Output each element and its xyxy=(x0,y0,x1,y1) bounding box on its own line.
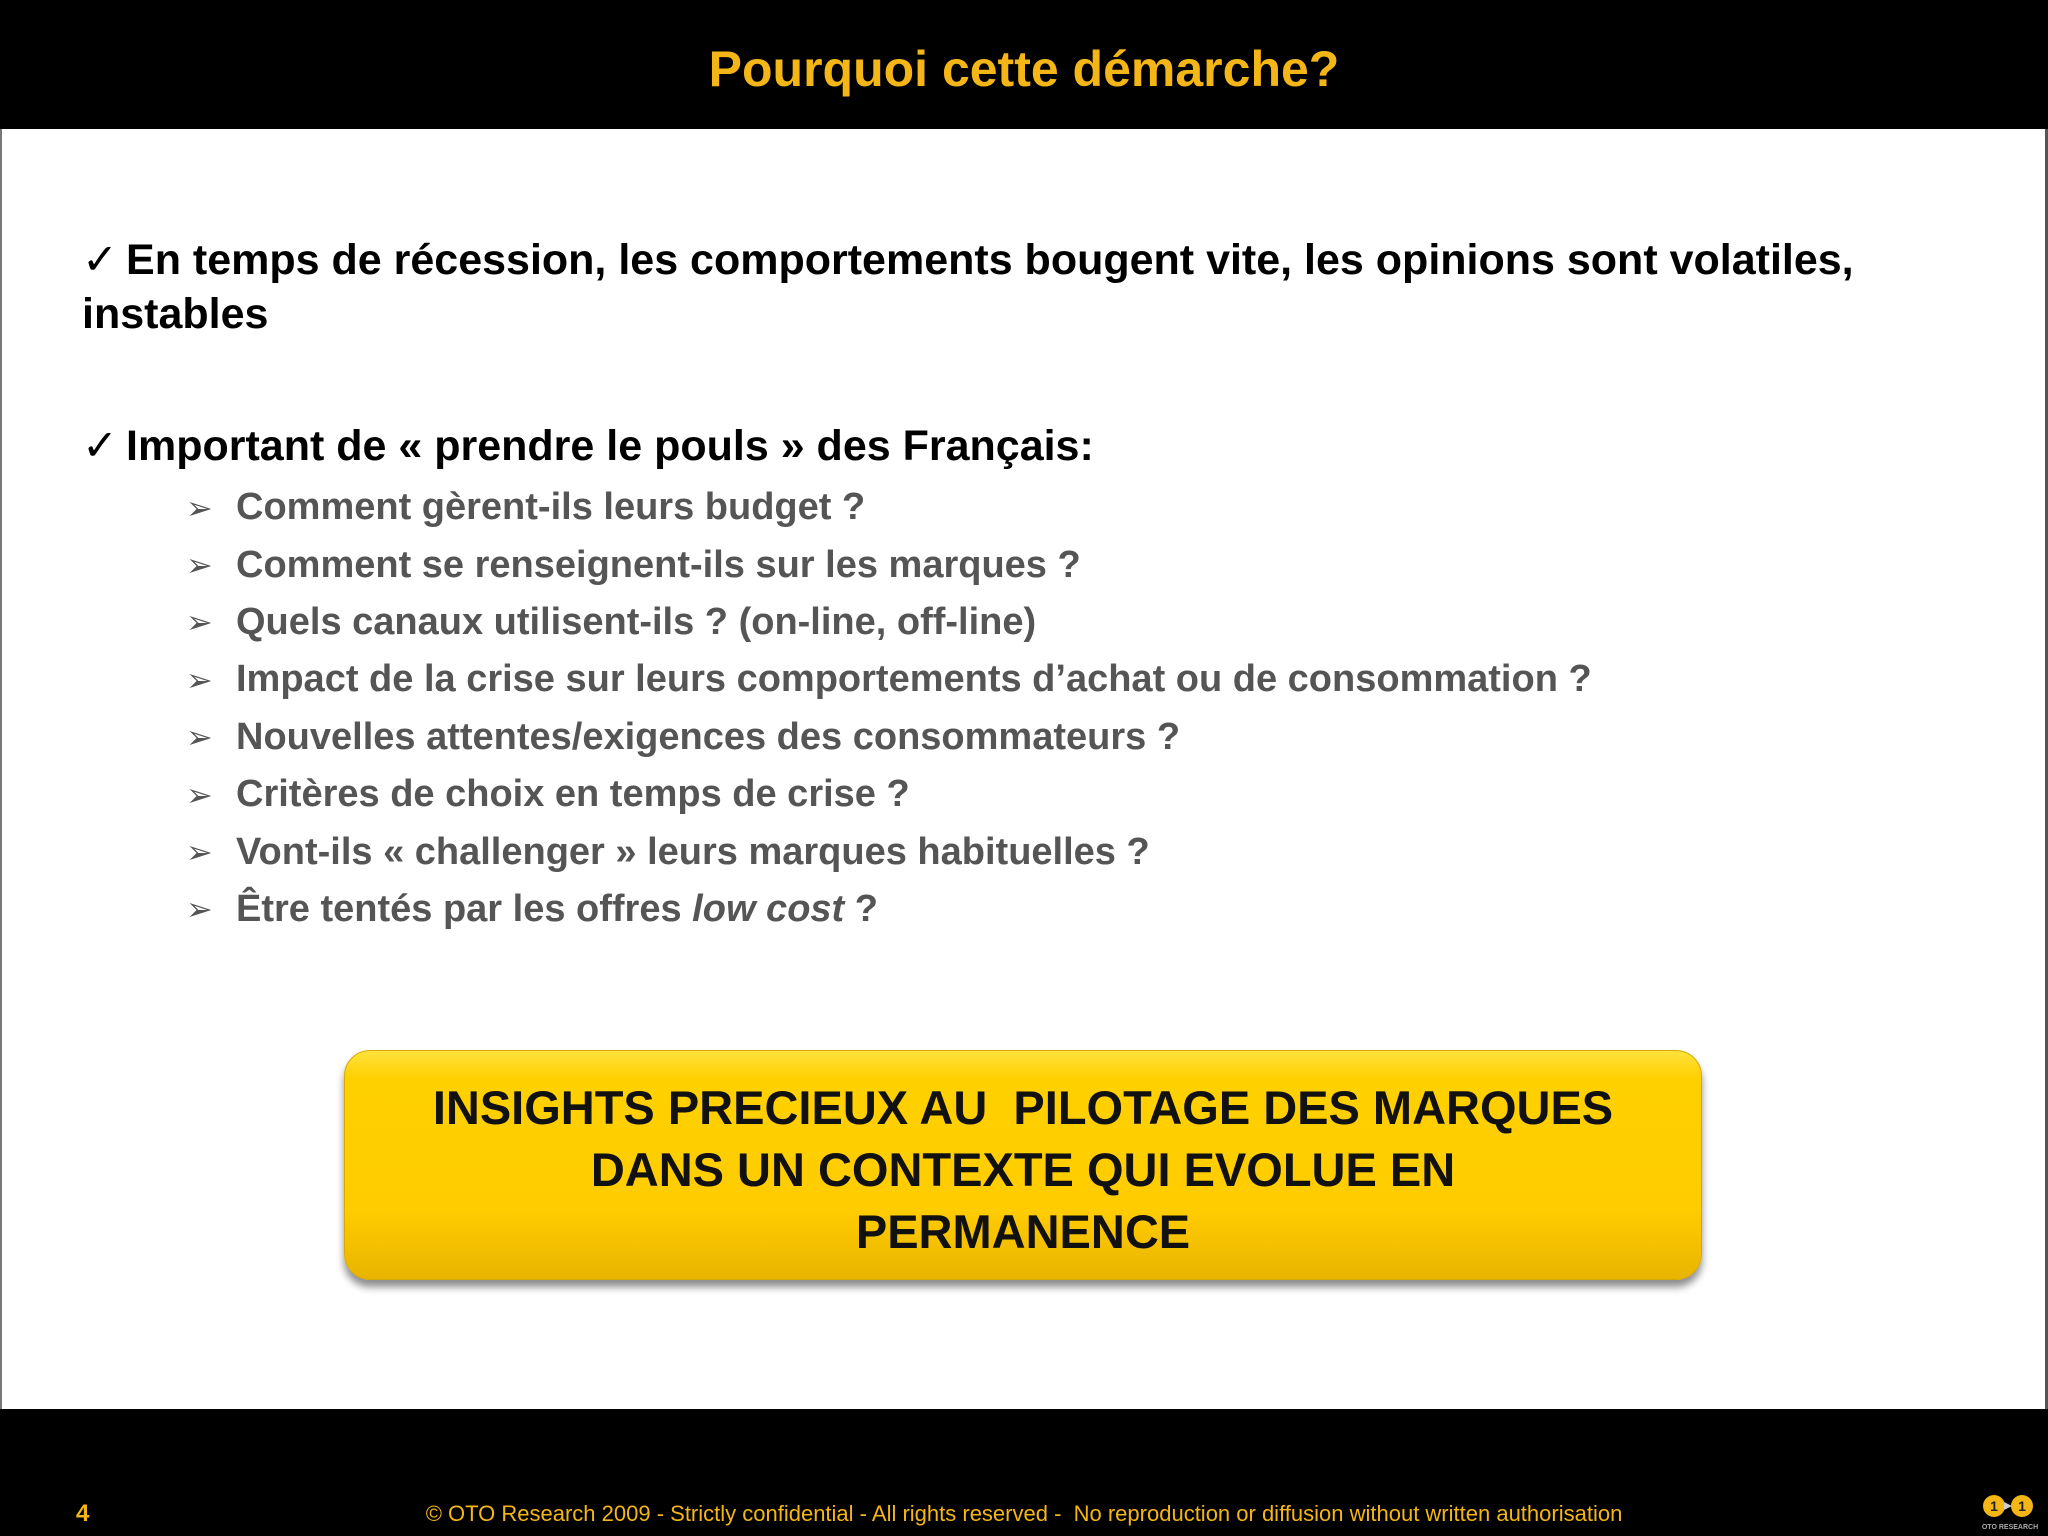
list-item-text xyxy=(236,888,878,931)
arrow-bullet-icon: ➢ xyxy=(186,661,213,698)
bullet-recession-line2: instables xyxy=(82,290,269,338)
arrow-bullet-icon: ➢ xyxy=(186,547,213,584)
callout-line3: PERMANENCE xyxy=(855,1205,1191,1258)
list-item xyxy=(186,881,1592,938)
list-item xyxy=(186,594,1592,651)
list-item xyxy=(186,823,1592,880)
bullet-recession-line1: En temps de récession, les comportements bougent vite, les opinions sont volatiles, xyxy=(126,236,1854,284)
sub-question-list xyxy=(186,479,1592,938)
copyright-notice: © OTO Research 2009 - Strictly confidential - All rights reserved - No reproduction or diffusion without written authorisation xyxy=(425,1501,1623,1526)
callout-line1: INSIGHTS PRECIEUX AU PILOTAGE DES MARQUES xyxy=(432,1081,1614,1134)
list-item-text: Critères de choix en temps de crise ? xyxy=(236,773,910,816)
list-item xyxy=(186,709,1592,766)
list-item-prefix: Être tentés par les offres xyxy=(236,887,693,930)
list-item-italic: low cost xyxy=(692,887,845,930)
bullet-recession xyxy=(82,233,1982,341)
list-item xyxy=(186,766,1592,823)
list-item-text: Quels canaux utilisent-ils ? (on-line, off-line) xyxy=(236,600,1037,643)
list-item-text: Comment se renseignent-ils sur les marques ? xyxy=(236,543,1081,586)
list-item-text: Nouvelles attentes/exigences des consommateurs ? xyxy=(236,715,1181,758)
list-item-text: Vont-ils « challenger » leurs marques habituelles ? xyxy=(236,830,1150,873)
bullet-pouls-text: Important de « prendre le pouls » des Français: xyxy=(126,422,1094,470)
insights-callout-box xyxy=(344,1050,1702,1280)
left-border xyxy=(0,129,2,1409)
list-item xyxy=(186,479,1592,536)
arrow-bullet-icon: ➢ xyxy=(186,719,213,756)
logo-digit-left: 1 xyxy=(1990,1498,1998,1514)
slide-title: Pourquoi cette démarche? xyxy=(708,41,1340,97)
arrow-bullet-icon: ➢ xyxy=(186,489,213,526)
list-item-text: Impact de la crise sur leurs comportements d’achat ou de consommation ? xyxy=(236,658,1592,701)
checkmark-icon: ✓ xyxy=(82,236,119,284)
arrow-bullet-icon: ➢ xyxy=(186,776,213,813)
list-item xyxy=(186,536,1592,593)
checkmark-icon: ✓ xyxy=(82,422,119,470)
arrow-bullet-icon: ➢ xyxy=(186,891,213,928)
arrow-bullet-icon: ➢ xyxy=(186,834,213,871)
callout-line2: DANS UN CONTEXTE QUI EVOLUE EN xyxy=(590,1143,1456,1196)
list-item xyxy=(186,651,1592,708)
oto-research-logo xyxy=(1980,1492,2040,1532)
page-number: 4 xyxy=(76,1500,90,1527)
arrow-bullet-icon: ➢ xyxy=(186,604,213,641)
logo-digit-right: 1 xyxy=(2018,1498,2026,1514)
callout-text xyxy=(345,1077,1701,1263)
bullet-pouls xyxy=(82,419,1982,473)
list-item-text: Comment gèrent-ils leurs budget ? xyxy=(236,486,866,529)
logo-caption: OTO RESEARCH xyxy=(1981,1524,2039,1531)
list-item-suffix: ? xyxy=(844,887,878,930)
